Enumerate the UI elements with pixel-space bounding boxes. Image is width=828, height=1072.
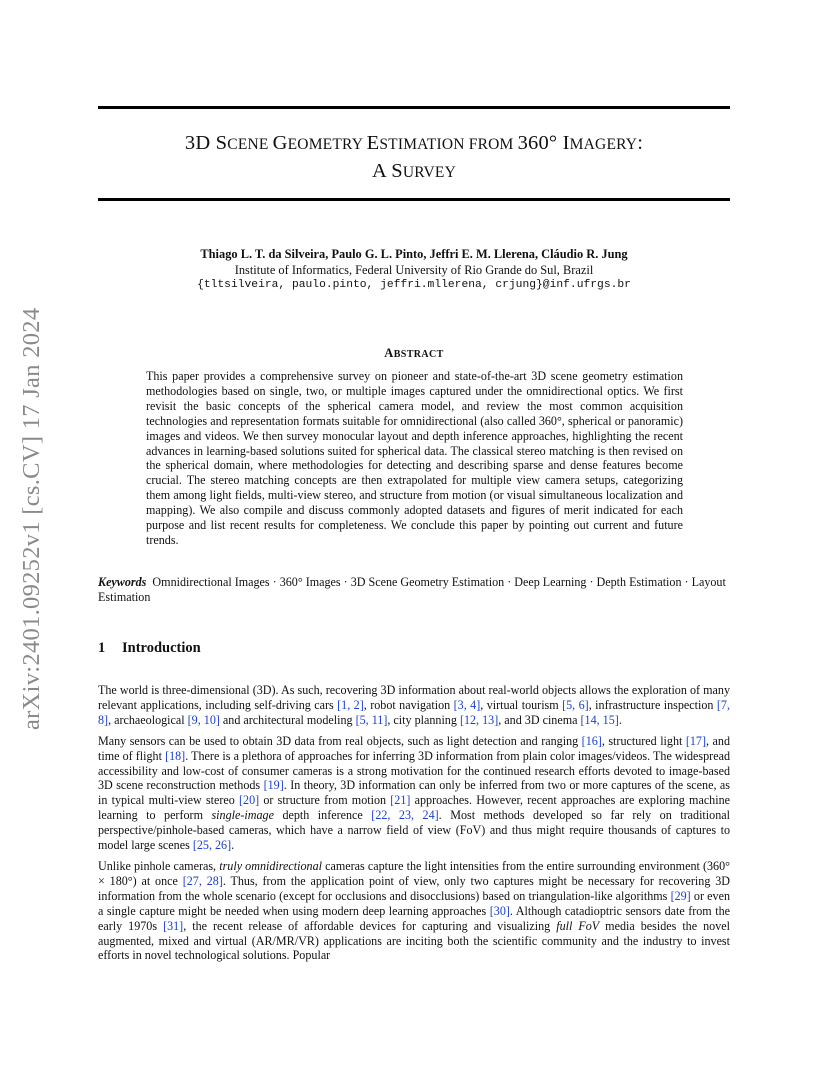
- paragraph-text: , virtual tourism: [480, 697, 563, 712]
- emphasis-text: full FoV: [556, 918, 600, 933]
- paragraph-text: , city planning: [387, 712, 460, 727]
- title-part: G: [272, 132, 288, 154]
- keywords-list: Omnidirectional Images · 360° Images · 3D Scene Geometry Estimation · Deep Learning · Depth Estimation · Layout Estimation: [98, 575, 726, 604]
- abstract-heading-initial: A: [384, 346, 394, 360]
- paragraph-text: , robot navigation: [363, 697, 454, 712]
- paragraph-text: . Most methods developed so far rely on traditional perspective/pinhole-based cameras, which have a narrow field of view (FoV) and thus might require thousands of captures to model large scenes: [98, 808, 730, 853]
- citation-link[interactable]: [20]: [239, 793, 260, 808]
- section-title: Introduction: [122, 640, 201, 656]
- paragraph-text: and architectural modeling: [219, 712, 356, 727]
- citation-link[interactable]: [27, 28]: [182, 873, 223, 888]
- paragraph-text: Many sensors can be used to obtain 3D data from real objects, such as light detection and ranging: [98, 733, 582, 748]
- citation-link[interactable]: [17]: [685, 733, 707, 748]
- title-part: URVEY: [402, 164, 456, 181]
- title-part: E: [366, 132, 380, 154]
- paragraph-text: . Although catadioptric sensors date from the early 1970s: [98, 903, 730, 933]
- paragraph-text: approaches. However, recent approaches are exploring machine learning to perform: [98, 793, 731, 823]
- paragraph-text: , and 3D cinema: [498, 712, 581, 727]
- citation-link[interactable]: [30]: [489, 903, 510, 918]
- paragraph-text: . Thus, from the application point of view, only two captures might be necessary for recovering 3D information from the whole scenario (except for occlusions and disocclusions) based on triangulation-like algorithms: [98, 873, 731, 903]
- title-part: :: [637, 132, 644, 154]
- citation-link[interactable]: [5, 11]: [355, 712, 388, 727]
- title-line-1: [98, 130, 730, 158]
- citation-link[interactable]: [21]: [390, 793, 411, 808]
- citation-link[interactable]: [16]: [581, 733, 602, 748]
- emphasis-text: single-image: [211, 808, 274, 823]
- title-part: CENE: [227, 136, 273, 153]
- citation-link[interactable]: [5, 6]: [562, 697, 589, 712]
- arxiv-id-text: arXiv:2401.09252v1 [cs.CV] 17 Jan 2024: [18, 307, 45, 730]
- title-rule-top: [98, 106, 730, 109]
- section-heading: [98, 640, 201, 657]
- paragraph-text: or even a single capture might be needed when using modern deep learning approaches: [98, 888, 730, 918]
- abstract-heading: [98, 346, 730, 361]
- paragraph: [98, 683, 730, 728]
- citation-link[interactable]: [18]: [165, 748, 186, 763]
- paragraph-text: , the recent release of affordable devices for capturing and visualizing: [183, 918, 557, 933]
- citation-link[interactable]: [25, 26]: [192, 838, 232, 853]
- citation-link[interactable]: [12, 13]: [459, 712, 499, 727]
- author-emails: {tltsilveira, paulo.pinto, jeffri.mllerena, crjung}@inf.ufrgs.br: [197, 279, 631, 291]
- citation-link[interactable]: [9, 10]: [187, 712, 220, 727]
- paragraph-text: .: [618, 712, 622, 727]
- paragraph-text: media besides the novel augmented, mixed and virtual (AR/MR/VR) applications are inciting both the scientific community and the industry to invest efforts in novel technological solutions. Popular: [98, 918, 730, 963]
- paragraph-text: , archaeological: [108, 712, 188, 727]
- abstract-heading-rest: BSTRACT: [393, 349, 444, 360]
- author-names: Thiago L. T. da Silveira, Paulo G. L. Pinto, Jeffri E. M. Llerena, Cláudio R. Jung: [200, 247, 628, 261]
- keywords: [98, 575, 730, 605]
- body-text: [98, 683, 730, 963]
- citation-link[interactable]: [31]: [163, 918, 184, 933]
- citation-link[interactable]: [22, 23, 24]: [371, 808, 439, 823]
- paragraph-text: cameras capture the light intensities from the entire surrounding environment (360° × 180°) at once: [98, 858, 730, 888]
- citation-link[interactable]: [14, 15]: [580, 712, 619, 727]
- title-part: 360° I: [517, 132, 570, 154]
- arxiv-side-label: [10, 290, 60, 730]
- keywords-label: Keywords: [98, 575, 147, 589]
- paragraph-text: , and time of flight: [98, 733, 730, 763]
- author-affiliation: Institute of Informatics, Federal University of Rio Grande do Sul, Brazil: [234, 262, 594, 277]
- paragraph-text: .: [231, 838, 235, 853]
- title-line-2: [98, 158, 730, 186]
- citation-link[interactable]: [7, 8]: [98, 697, 730, 727]
- emphasis-text: truly omnidirectional: [219, 858, 322, 873]
- paragraph-text: . In theory, 3D information can only be inferred from two or more captures of the scene, as in typical multi-view stereo: [98, 778, 730, 808]
- paper-title: [98, 130, 730, 186]
- citation-link[interactable]: [29]: [670, 888, 691, 903]
- title-part: STIMATION FROM: [379, 136, 518, 153]
- paragraph-text: , infrastructure inspection: [588, 697, 717, 712]
- paragraph-text: . There is a plethora of approaches for inferring 3D information from plain color images/videos. The widespread accessibility and low-cost of consumer cameras is a strong motivation for the continued research efforts devoted to image-based 3D scene reconstruction methods: [98, 748, 730, 793]
- citation-link[interactable]: [3, 4]: [453, 697, 481, 712]
- paragraph-text: The world is three-dimensional (3D). As such, recovering 3D information about real-world objects allows the exploration of many relevant applications, including self-driving cars: [98, 683, 730, 712]
- section-number: 1: [98, 640, 106, 656]
- title-part: A S: [372, 160, 403, 182]
- title-part: EOMETRY: [287, 136, 367, 153]
- title-rule-bottom: [98, 198, 730, 201]
- abstract-text: This paper provides a comprehensive survey on pioneer and state-of-the-art 3D scene geometry estimation methodologies based on single, two, or multiple images captured under the omnidirectional optics. We first revisit the basic concepts of the spherical camera model, and review the most common acquisition technologies and representation formats suitable for omnidirectional (also called 360°, spherical or panoramic) images and videos. We then survey monocular layout and depth inference approaches, highlighting the recent advances in learning-based solutions suited for spherical data. The classical stereo matching is then revised on the spherical domain, where methodologies for detecting and describing sparse and dense features become crucial. The stereo matching concepts are then extrapolated for multiple view camera setups, categorizing them among light fields, multi-view stereo, and structure from motion (or visual simultaneous localization and mapping). We also compile and discuss commonly adopted datasets and figures of merit indicated for each purpose and list recent results for completeness. We conclude this paper by pointing out current and future trends.: [146, 369, 683, 547]
- paragraph: [98, 734, 730, 853]
- paragraph: [98, 859, 730, 963]
- citation-link[interactable]: [19]: [263, 778, 284, 793]
- paragraph-text: or structure from motion: [259, 793, 391, 808]
- paragraph-text: , structured light: [601, 733, 686, 748]
- title-part: 3D S: [184, 132, 228, 154]
- paragraph-text: depth inference: [273, 808, 372, 823]
- title-part: MAGERY: [569, 136, 638, 153]
- author-block: [98, 247, 730, 294]
- citation-link[interactable]: [1, 2]: [337, 697, 364, 712]
- paragraph-text: Unlike pinhole cameras,: [98, 858, 220, 873]
